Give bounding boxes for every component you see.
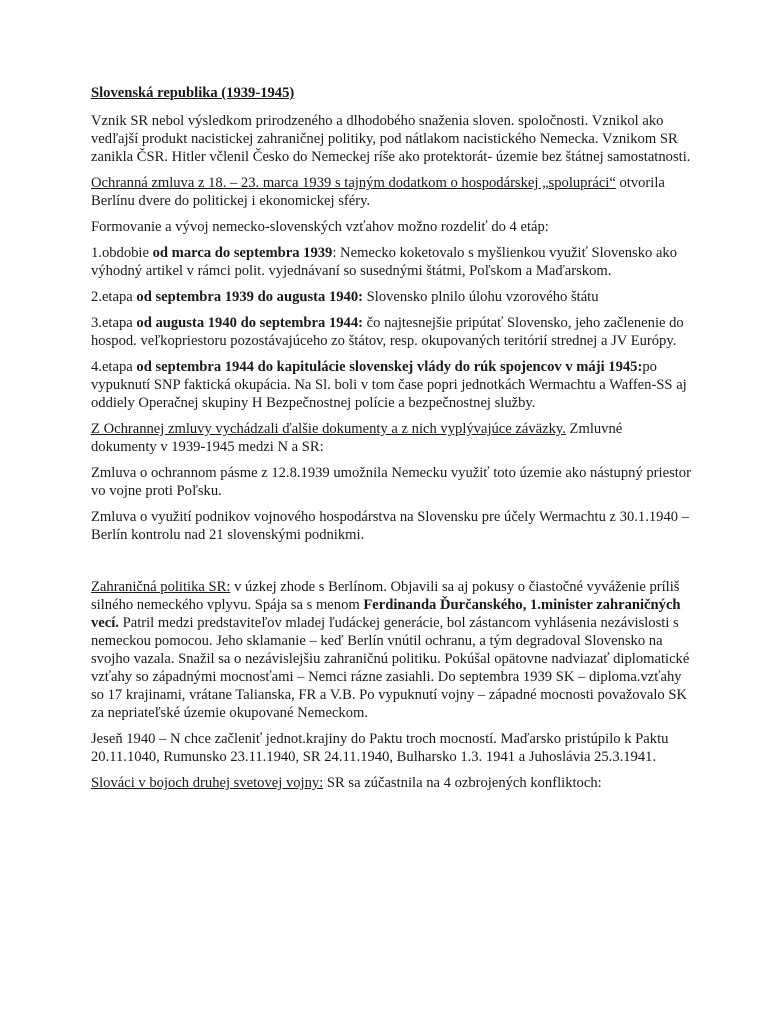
paragraph-treaty-documents [91,420,691,456]
paragraph-protection-treaty [91,174,691,210]
stage-3-text: čo najtesnejšie pripútať Slovensko, jeho začlenenie do hospod. veľkopriestoru pozostávajúceho zo štátov, resp. okupovaných teritórií strednej a JV Európy. [91,315,684,349]
protection-treaty-text: otvorila Berlínu dvere do politickej i ekonomickej sféry. [91,175,665,209]
stage-4-period: od septembra 1944 do kapitulácie slovenskej vlády do rúk spojencov v máji 1945: [136,359,643,375]
protection-treaty-heading: Ochranná zmluva z 18. – 23. marca 1939 s tajným dodatkom o hospodárskej „spolupráci“ [91,175,616,191]
paragraph-ww2-battles [91,774,691,792]
stage-1-text: : Nemecko koketovalo s myšlienkou využiť Slovensko ako výhodný artikel v rámci polit. vyjednávaní so susednými štátmi, Poľskom a Maďarskom. [91,245,678,279]
stage-2-text: Slovensko plnilo úlohu vzorového štátu [363,289,599,305]
stage-2 [91,288,691,306]
paragraph-war-economy-treaty: Zmluva o využití podnikov vojnového hospodárstva na Slovensku pre účely Wermachtu z 30.1.1940 – Berlín kontrolu nad 21 slovenskými podnikmi. [91,509,690,543]
stage-1-period: od marca do septembra 1939 [152,245,333,261]
stage-1 [91,244,691,280]
foreign-policy-text-1: v úzkej zhode s Berlínom. Objavili sa aj pokusy o čiastočné vyváženie príliš silného nemeckého vplyvu. Spája sa s menom [91,579,680,613]
stage-3 [91,314,691,350]
document-title: Slovenská republika (1939-1945) [91,85,295,101]
document-page [91,84,691,800]
treaty-documents-heading: Z Ochrannej zmluvy vychádzali ďalšie dokumenty a z nich vyplývajúce záväzky. [91,421,566,437]
paragraph-buffer-zone-treaty: Zmluva o ochrannom pásme z 12.8.1939 umožnila Nemecku využiť toto územie ako nástupný priestor vo vojne proti Poľsku. [91,465,691,499]
stage-2-period: od septembra 1939 do augusta 1940: [136,289,364,305]
ww2-battles-text: SR sa zúčastnila na 4 ozbrojených konfliktoch: [323,775,602,791]
stage-1-prefix: 1.obdobie [91,245,153,261]
stage-4 [91,358,691,412]
ww2-battles-heading: Slováci v bojoch druhej svetovej vojny: [91,775,324,791]
stage-3-prefix: 3.etapa [91,315,137,331]
paragraph-tripartite-pact: Jeseň 1940 – N chce začleniť jednot.krajiny do Paktu troch mocností. Maďarsko pristúpilo k Paktu 20.11.1040, Rumunsko 23.11.1940, SR 24.11.1940, Bulharsko 1.3. 1941 a Juhoslávia 25.3.1941. [91,731,669,765]
stage-4-text: po vypuknutí SNP faktická okupácia. Na Sl. boli v tom čase popri jednotkách Wermachtu a Waffen-SS aj oddiely Operačnej skupiny H Bezpečnostnej polície a bezpečnostnej služby. [91,359,687,411]
section-spacer [91,552,691,578]
paragraph-stages-intro: Formovanie a vývoj nemecko-slovenských vzťahov možno rozdeliť do 4 etáp: [91,219,549,235]
stage-4-prefix: 4.etapa [91,359,137,375]
stage-2-prefix: 2.etapa [91,289,137,305]
treaty-documents-text: Zmluvné dokumenty v 1939-1945 medzi N a SR: [91,421,623,455]
foreign-policy-heading: Zahraničná politika SR: [91,579,231,595]
paragraph-foreign-policy [91,578,691,722]
foreign-policy-text-2: Patril medzi predstaviteľov mladej ľudáckej generácie, bol zástancom vyhlásenia nezávislosti s nemeckou pomocou. Jeho sklamanie – keď Berlín vnútil ochranu, a tým degradoval Slovensko na svojho vazala. Snažil sa o nezávislejšiu zahraničnú politiku. Pokúšal opätovne nadviazať diplomatické vzťahy so západnými mocnosťami – Nemci rázne zasiahli. Do septembra 1939 SK – diploma.vzťahy so 17 krajinami, vrátane Talianska, FR a V.B. Po vypuknutí vojny – západné mocnosti považovalo SK za nepriateľské územie okupované Nemeckom. [91,615,690,721]
foreign-policy-minister: Ferdinanda Ďurčanského, 1.minister zahraničných vecí. [91,597,681,631]
stage-3-period: od augusta 1940 do septembra 1944: [136,315,364,331]
paragraph-origin: Vznik SR nebol výsledkom prirodzeného a dlhodobého snaženia sloven. spoločnosti. Vznikol ako vedľajší produkt nacistickej zahraničnej politiky, pod nátlakom nacistického Nemecka. Vznikom SR zanikla ČSR. Hitler včlenil Česko do Nemeckej ríše ako protektorát- územie bez štátnej samostatnosti. [91,113,691,165]
